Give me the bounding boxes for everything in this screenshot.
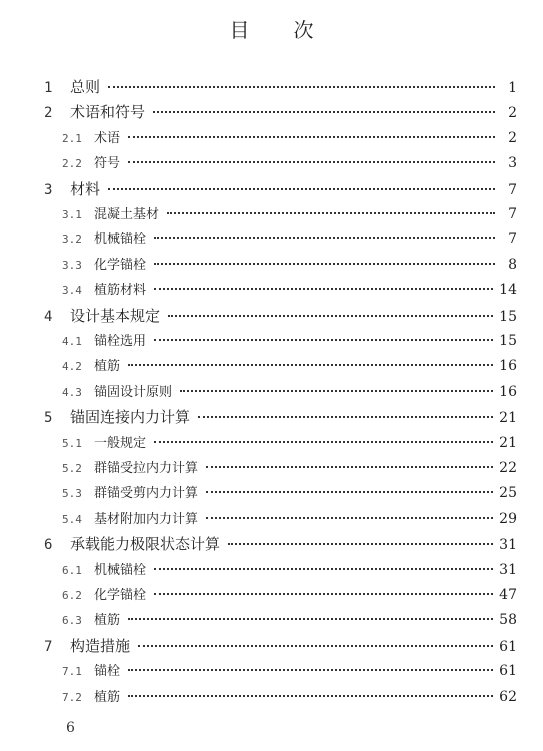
toc-entry-label: 植筋 <box>94 613 121 629</box>
toc-entry-number: 6 <box>44 537 53 554</box>
toc-section-entry <box>62 584 517 604</box>
toc-entry-label: 植筋材料 <box>94 283 147 299</box>
toc-section-entry <box>62 127 517 147</box>
toc-entry-page: 62 <box>499 688 517 705</box>
toc-entry-label: 锚固设计原则 <box>94 384 173 400</box>
toc-chapter-entry <box>44 635 517 655</box>
toc-entry-label: 锚固连接内力计算 <box>70 408 191 427</box>
toc-section-entry <box>62 254 517 274</box>
toc-entry-page: 7 <box>508 206 517 222</box>
toc-entry-number: 4.3 <box>62 385 82 399</box>
toc-entry-number: 7.1 <box>62 665 82 679</box>
toc-entry-label: 承载能力极限状态计算 <box>70 535 221 554</box>
toc-entry-number: 6.1 <box>62 563 82 577</box>
footer-page-number: 6 <box>66 720 75 736</box>
dot-leader <box>128 618 493 620</box>
toc-chapter-entry <box>44 533 517 553</box>
toc-entry-page: 21 <box>499 434 517 451</box>
toc-chapter-entry <box>44 305 517 325</box>
dot-leader <box>138 645 493 647</box>
toc-section-entry <box>62 381 517 401</box>
toc-entry-label: 设计基本规定 <box>70 306 161 325</box>
toc-entry-number: 3 <box>44 181 53 198</box>
toc-chapter-entry <box>44 406 517 426</box>
toc-section-entry <box>62 432 517 452</box>
toc-entry-page: 1 <box>508 80 517 96</box>
toc-entry-page: 31 <box>499 561 517 578</box>
toc-entry-number: 2.2 <box>62 157 82 171</box>
dot-leader <box>206 491 493 493</box>
toc-entry-number: 4 <box>44 308 53 325</box>
dot-leader <box>128 161 495 163</box>
toc-section-entry <box>62 686 517 706</box>
toc-section-entry <box>62 228 517 248</box>
toc-entry-number: 5.1 <box>62 436 82 450</box>
toc-entry-label: 锚栓 <box>94 664 121 680</box>
toc-section-entry <box>62 482 517 502</box>
toc-entry-page: 58 <box>499 612 517 629</box>
toc-entry-label: 符号 <box>94 156 121 172</box>
toc-entry-page: 15 <box>499 308 517 325</box>
toc-entry-label: 机械锚栓 <box>94 232 147 248</box>
dot-leader <box>206 517 493 519</box>
toc-entry-number: 3.2 <box>62 233 82 247</box>
toc-entry-number: 3.4 <box>62 284 82 298</box>
toc-entry-label: 群锚受拉内力计算 <box>94 461 199 476</box>
toc-entry-page: 47 <box>499 587 517 603</box>
dot-leader <box>108 188 495 190</box>
dot-leader <box>154 339 493 341</box>
toc-section-entry <box>62 609 517 629</box>
toc-entry-label: 术语和符号 <box>70 103 146 122</box>
dot-leader <box>128 364 493 366</box>
toc-entry-page: 16 <box>499 383 517 400</box>
toc-entry-page: 61 <box>499 663 517 680</box>
dot-leader <box>128 695 493 697</box>
dot-leader <box>154 568 493 570</box>
toc-entry-page: 3 <box>508 155 517 172</box>
toc-entry-number: 5 <box>44 410 53 427</box>
toc-section-entry <box>62 660 517 680</box>
dot-leader <box>154 441 493 443</box>
toc-section-entry <box>62 355 517 375</box>
title-part-1: 目 <box>229 18 250 42</box>
dot-leader <box>153 111 495 113</box>
page-title <box>0 14 543 43</box>
toc-entry-page: 16 <box>499 358 517 375</box>
dot-leader <box>167 212 495 214</box>
dot-leader <box>228 543 493 545</box>
toc-chapter-entry <box>44 101 517 121</box>
dot-leader <box>168 315 493 317</box>
dot-leader <box>154 263 495 265</box>
toc-entry-label: 术语 <box>94 130 121 146</box>
toc-entry-page: 61 <box>499 638 517 655</box>
toc-entry-label: 机械锚栓 <box>94 562 147 578</box>
toc-entry-page: 25 <box>499 485 517 502</box>
toc-entry-number: 5.2 <box>62 462 82 475</box>
toc-entry-number: 7.2 <box>62 690 82 704</box>
toc-entry-page: 22 <box>499 460 517 476</box>
toc-entry-label: 总则 <box>70 78 101 96</box>
toc-entry-number: 1 <box>44 80 53 96</box>
toc-chapter-entry <box>44 178 517 198</box>
toc-entry-label: 植筋 <box>94 359 121 375</box>
toc-entry-page: 21 <box>499 410 517 427</box>
toc-entry-number: 6.2 <box>62 589 82 602</box>
dot-leader <box>180 390 493 392</box>
title-part-2: 次 <box>293 18 314 42</box>
toc-section-entry <box>62 152 517 172</box>
toc-entry-number: 6.3 <box>62 614 82 628</box>
toc-entry-label: 化学锚栓 <box>94 588 147 603</box>
toc-entry-number: 5.3 <box>62 487 82 501</box>
toc-section-entry <box>62 508 517 528</box>
toc-entry-page: 31 <box>499 537 517 554</box>
toc-entry-page: 2 <box>508 105 517 122</box>
toc-entry-number: 3.1 <box>62 208 82 221</box>
toc-entry-page: 7 <box>508 231 517 248</box>
toc-entry-number: 3.3 <box>62 258 82 272</box>
toc-entry-number: 2 <box>44 105 53 122</box>
toc-entry-number: 4.1 <box>62 335 82 348</box>
toc-entry-page: 14 <box>499 282 517 299</box>
toc-entry-number: 4.2 <box>62 360 82 374</box>
toc-entry-label: 构造措施 <box>70 636 131 655</box>
dot-leader <box>154 237 495 239</box>
toc-entry-number: 7 <box>44 638 53 655</box>
toc-section-entry <box>62 457 517 477</box>
toc-entry-label: 基材附加内力计算 <box>94 511 199 527</box>
toc-section-entry <box>62 559 517 579</box>
toc-chapter-entry <box>44 76 517 96</box>
dot-leader <box>206 466 493 468</box>
toc-entry-label: 一般规定 <box>94 435 147 451</box>
toc-entry-page: 15 <box>499 333 517 349</box>
toc-entry-page: 8 <box>508 256 517 273</box>
dot-leader <box>128 136 495 138</box>
toc-entry-label: 化学锚栓 <box>94 257 147 273</box>
dot-leader <box>128 669 493 671</box>
toc-entry-label: 植筋 <box>94 689 121 705</box>
toc-entry-number: 2.1 <box>62 131 82 145</box>
dot-leader <box>154 593 493 595</box>
dot-leader <box>108 86 495 88</box>
toc-section-entry <box>62 203 517 223</box>
toc-entry-page: 7 <box>508 181 517 198</box>
toc-section-entry <box>62 279 517 299</box>
dot-leader <box>198 416 493 418</box>
toc-entry-label: 群锚受剪内力计算 <box>94 486 199 502</box>
toc-entry-label: 锚栓选用 <box>94 334 147 349</box>
dot-leader <box>154 288 493 290</box>
toc-entry-label: 材料 <box>70 179 101 198</box>
toc-entry-label: 混凝土基材 <box>94 207 160 222</box>
toc-entry-page: 2 <box>508 129 517 146</box>
toc-section-entry <box>62 330 517 350</box>
toc-entry-page: 29 <box>499 510 517 527</box>
toc-entry-number: 5.4 <box>62 512 82 526</box>
